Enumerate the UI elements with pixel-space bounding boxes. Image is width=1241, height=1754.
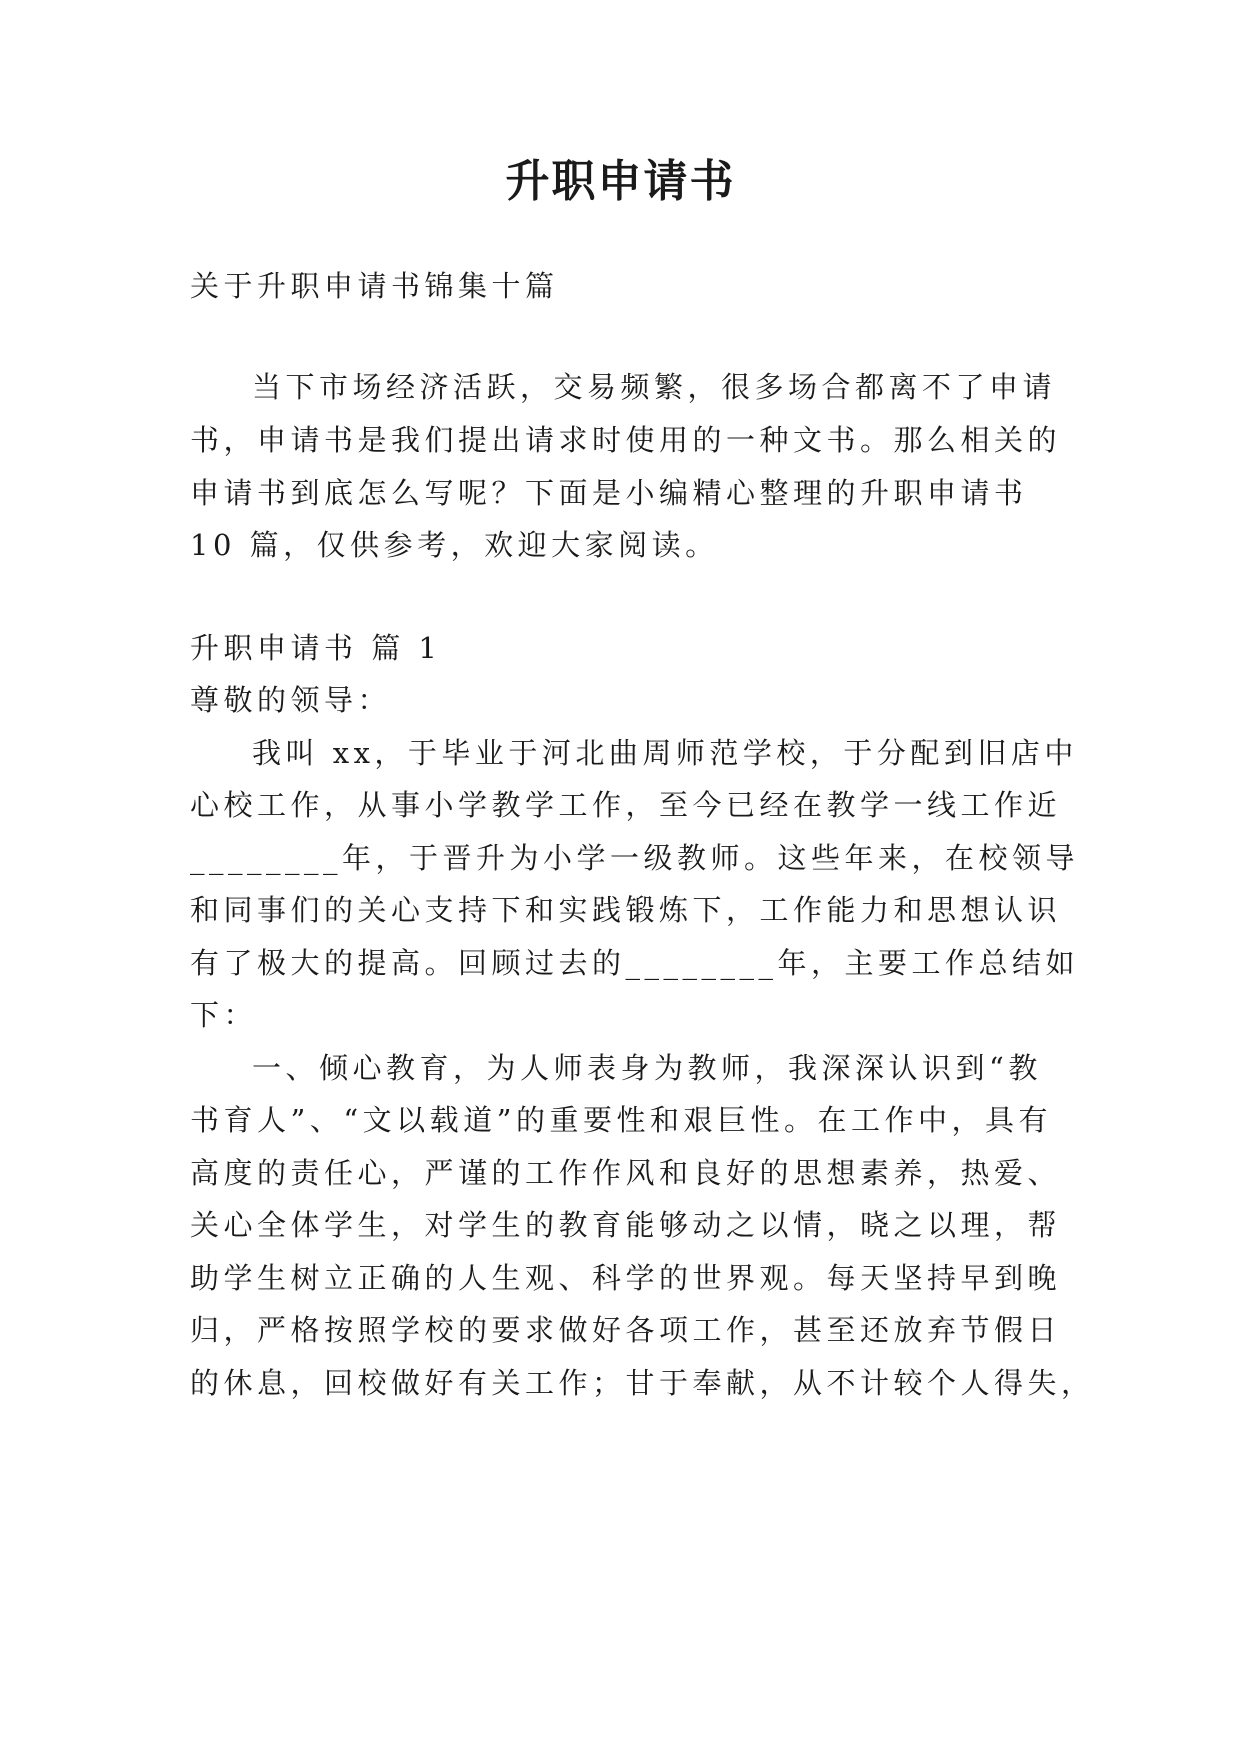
document-title: 升职申请书 [505, 156, 736, 207]
paragraph2-line-4: 关心全体学生，对学生的教育能够动之以情，晓之以理，帮 [190, 1208, 1062, 1242]
intro-line-3: 申请书到底怎么写呢？下面是小编精心整理的升职申请书 [190, 476, 1028, 510]
paragraph1-line-1: 我叫 xx，于毕业于河北曲周师范学校，于分配到旧店中 [252, 736, 1078, 770]
salutation: 尊敬的领导： [190, 683, 392, 717]
paragraph1-line-2: 心校工作，从事小学教学工作，至今已经在教学一线工作近 [190, 788, 1062, 822]
paragraph2-line-6: 归，严格按照学校的要求做好各项工作，甚至还放弃节假日 [190, 1313, 1062, 1347]
paragraph2-line-3: 高度的责任心，严谨的工作作风和良好的思想素养，热爱、 [190, 1156, 1062, 1190]
paragraph1-line-5: 有了极大的提高。回顾过去的________年，主要工作总结如 [190, 946, 1080, 980]
paragraph2-line-7: 的休息，回校做好有关工作；甘于奉献，从不计较个人得失， [190, 1366, 1095, 1400]
paragraph2-line-1: 一、倾心教育，为人师表身为教师，我深深认识到“教 [252, 1051, 1042, 1085]
paragraph2-line-5: 助学生树立正确的人生观、科学的世界观。每天坚持早到晚 [190, 1261, 1062, 1295]
paragraph1-line-4: 和同事们的关心支持下和实践锻炼下，工作能力和思想认识 [190, 893, 1062, 927]
paragraph1-line-3: ________年，于晋升为小学一级教师。这些年来，在校领导 [190, 841, 1080, 875]
paragraph2-line-2: 书育人”、“文以载道”的重要性和艰巨性。在工作中，具有 [190, 1103, 1052, 1137]
intro-line-2: 书，申请书是我们提出请求时使用的一种文书。那么相关的 [190, 423, 1062, 457]
intro-line-1: 当下市场经济活跃，交易频繁，很多场合都离不了申请 [252, 370, 1057, 404]
document-subtitle: 关于升职申请书锦集十篇 [190, 269, 559, 303]
paragraph1-line-6: 下： [190, 998, 258, 1032]
section-heading: 升职申请书 篇 1 [190, 631, 442, 665]
intro-line-4: 10 篇，仅供参考，欢迎大家阅读。 [190, 528, 719, 562]
